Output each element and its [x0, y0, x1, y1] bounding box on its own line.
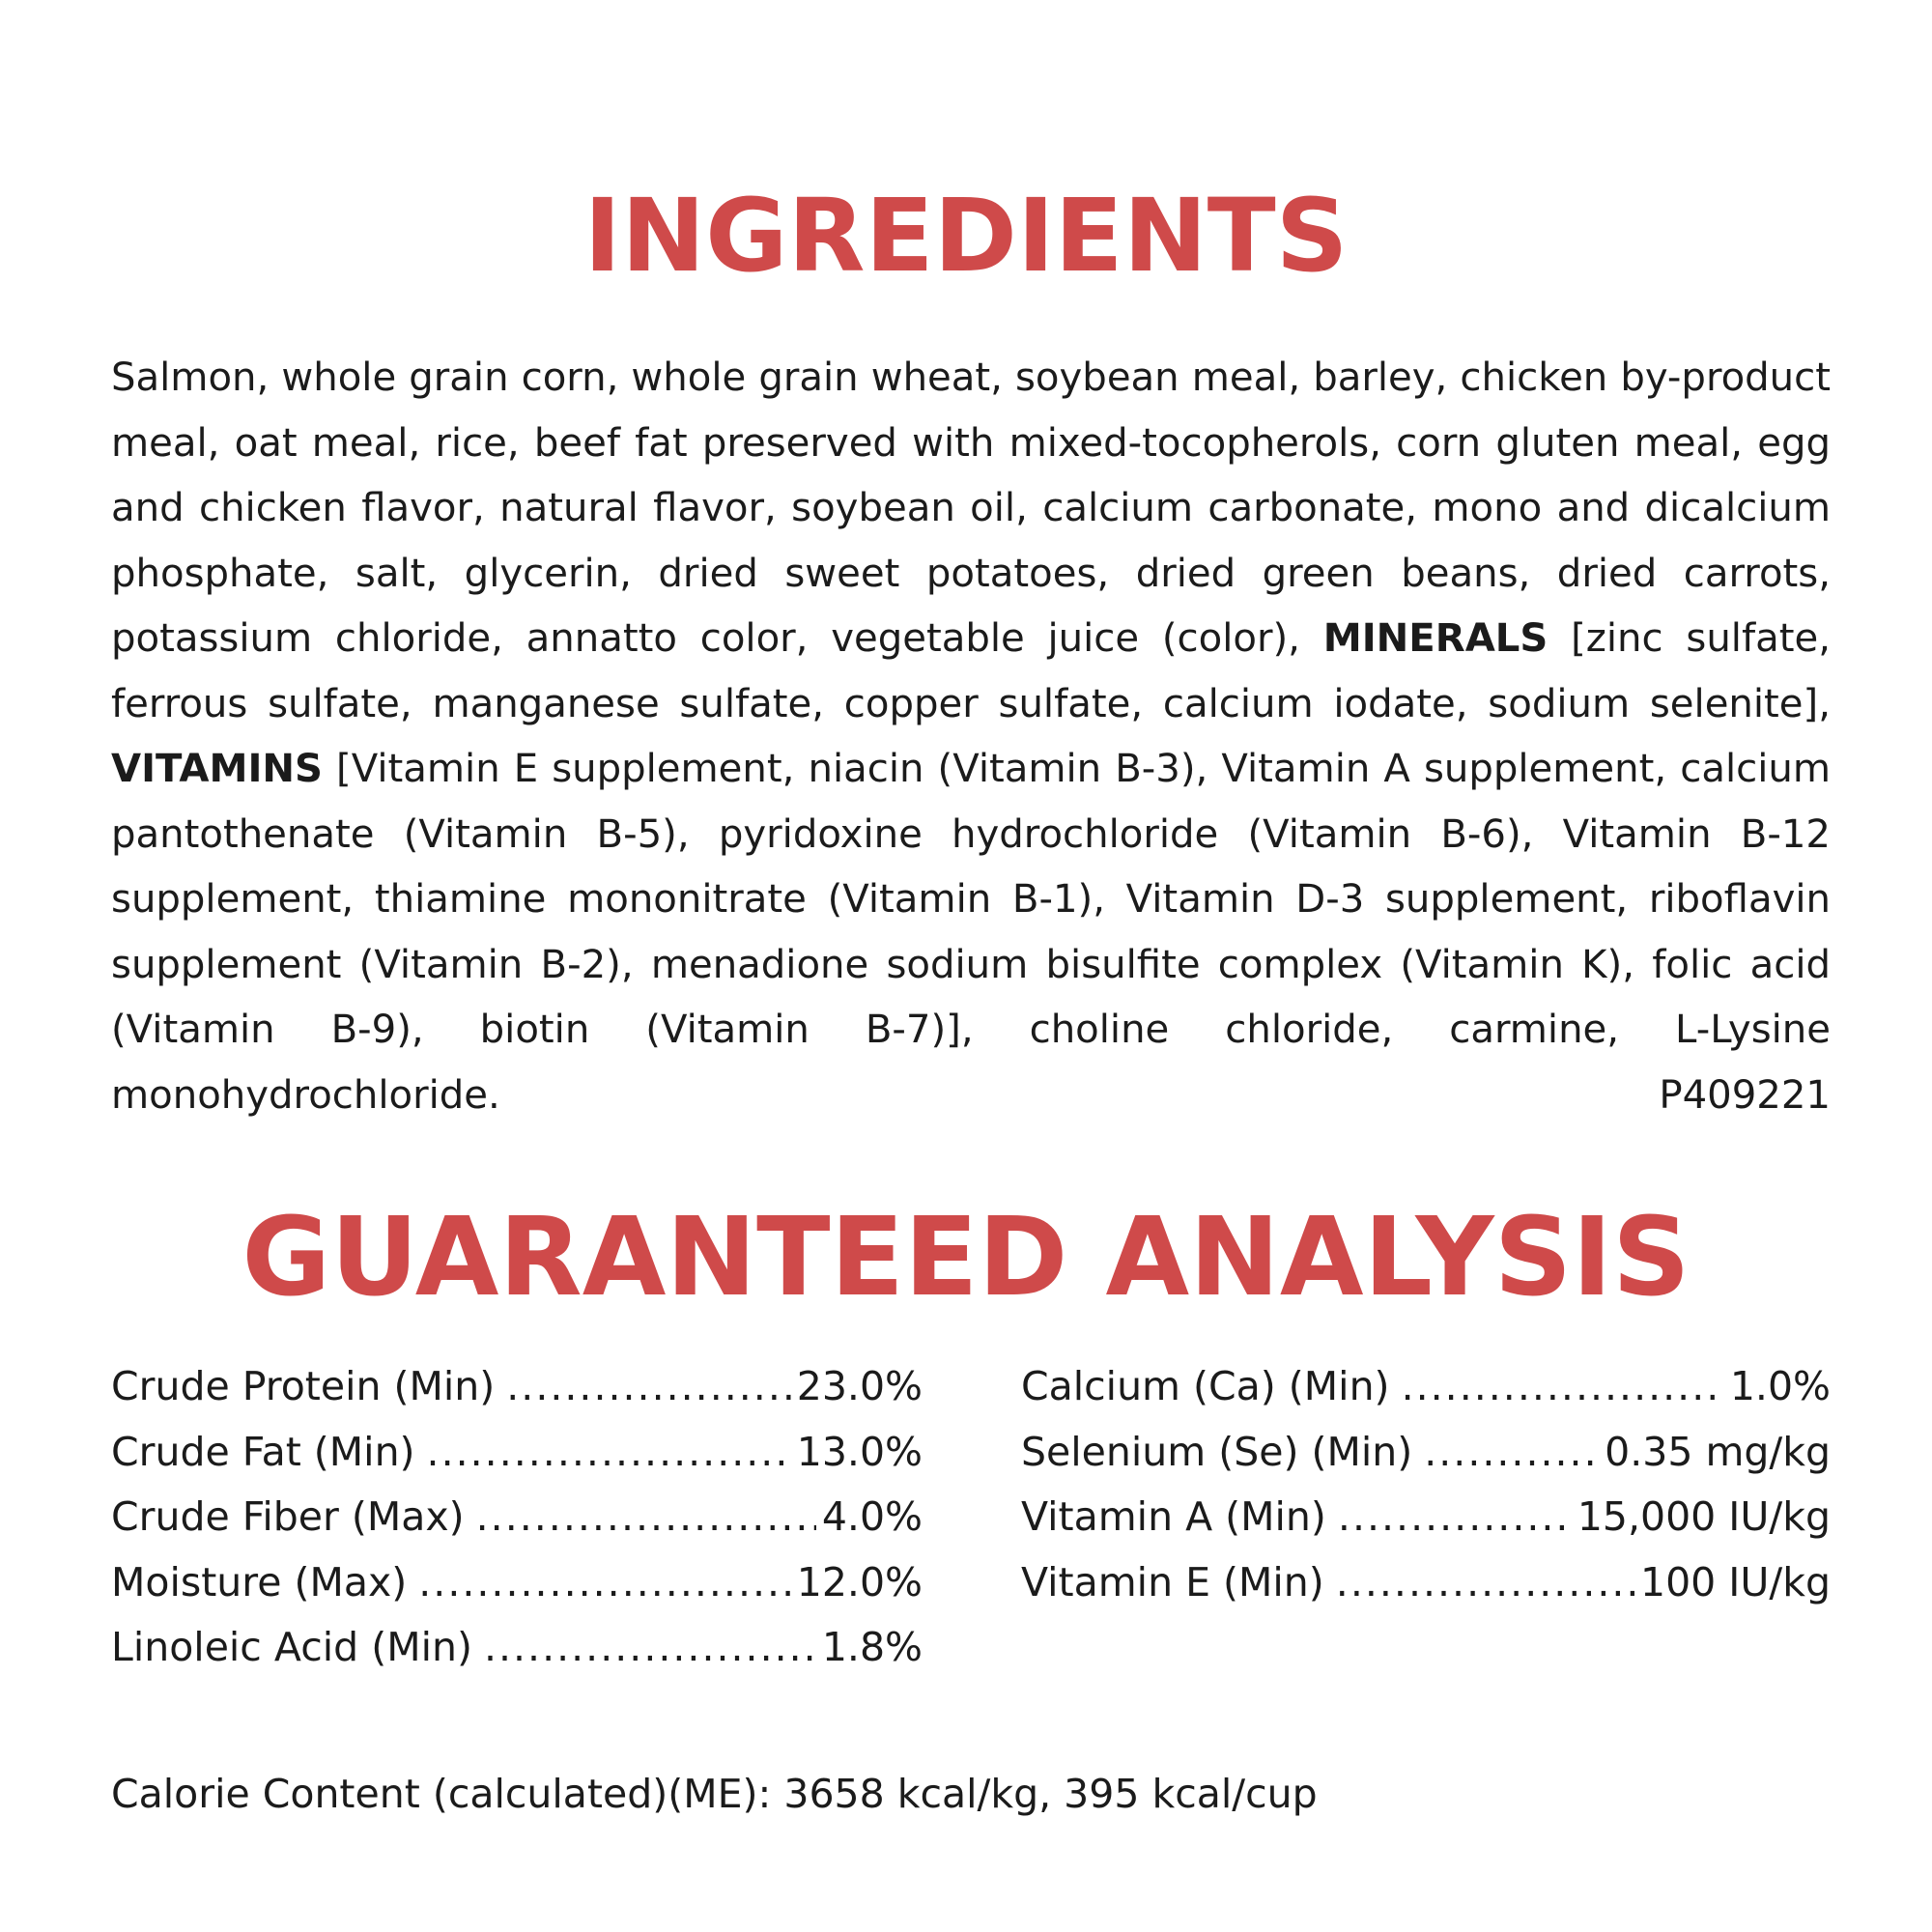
- analysis-value: 15,000 IU/kg: [1577, 1493, 1831, 1540]
- dot-leader: [1424, 1420, 1599, 1486]
- dot-leader: [418, 1550, 791, 1616]
- minerals-text: [zinc sulfate, ferrous sulfate, manganese sulfate, copper sulfate, calcium iodate, sodium selenite],: [111, 616, 1831, 726]
- analysis-label: Calcium (Ca) (Min): [1021, 1363, 1390, 1409]
- analysis-row: [1021, 1354, 1831, 1420]
- ingredients-text-part1: Salmon, whole grain corn, whole grain wheat, soybean meal, barley, chicken by-product meal, oat meal, rice, beef fat preserved with mixed-tocopherols, corn gluten meal, egg and chicken flavor, natural flavor, soybean oil, calcium carbonate, mono and dicalcium phosphate, salt, glycerin, dried sweet potatoes, dried green beans, dried carrots, potassium chloride, annatto color, vegetable juice (color),: [111, 355, 1831, 661]
- minerals-label: MINERALS: [1322, 616, 1548, 661]
- analysis-row: [1021, 1420, 1831, 1486]
- analysis-left-column: [111, 1354, 923, 1681]
- ingredients-list: [111, 346, 1831, 1128]
- analysis-label: Crude Fat (Min): [111, 1428, 415, 1475]
- dot-leader: [1336, 1550, 1634, 1616]
- analysis-row: [111, 1485, 923, 1550]
- analysis-value: 4.0%: [821, 1493, 923, 1540]
- analysis-value: 0.35 mg/kg: [1605, 1428, 1831, 1475]
- vitamins-label: VITAMINS: [111, 747, 323, 791]
- analysis-label: Linoleic Acid (Min): [111, 1624, 472, 1670]
- ingredients-heading: INGREDIENTS: [583, 177, 1349, 295]
- analysis-label: Crude Fiber (Max): [111, 1493, 465, 1540]
- vitamins-text: [Vitamin E supplement, niacin (Vitamin B-3), Vitamin A supplement, calcium pantothenate (Vitamin B-5), pyridoxine hydrochloride (Vitamin B-6), Vitamin B-12 supplement, thiamine mononitrate (Vitamin B-1), Vitamin D-3 supplement, riboflavin supplement (Vitamin B-2), menadione sodium bisulfite complex (Vitamin K), folic acid (Vitamin B-9), biotin (Vitamin B-7)], choline chloride, carmine, L-Lysine monohydrochloride.: [111, 747, 1831, 1118]
- dot-leader: [427, 1420, 791, 1486]
- dot-leader: [484, 1615, 816, 1681]
- analysis-label: Selenium (Se) (Min): [1021, 1428, 1413, 1475]
- dot-leader: [1402, 1354, 1724, 1420]
- analysis-label: Vitamin A (Min): [1021, 1493, 1326, 1540]
- product-code: P409221: [1659, 1072, 1831, 1118]
- analysis-label: Moisture (Max): [111, 1558, 408, 1605]
- dot-leader: [476, 1485, 816, 1550]
- analysis-label: Vitamin E (Min): [1021, 1558, 1324, 1605]
- analysis-row: [1021, 1485, 1831, 1550]
- dot-leader: [506, 1354, 791, 1420]
- calorie-content: Calorie Content (calculated)(ME): 3658 kcal/kg, 395 kcal/cup: [111, 1771, 1318, 1817]
- analysis-value: 1.8%: [821, 1624, 923, 1670]
- analysis-heading: GUARANTEED ANALYSIS: [242, 1195, 1690, 1321]
- analysis-value: 23.0%: [796, 1363, 923, 1409]
- analysis-row: [111, 1615, 923, 1681]
- analysis-right-column: [1021, 1354, 1831, 1615]
- analysis-row: [111, 1550, 923, 1616]
- analysis-value: 12.0%: [796, 1558, 923, 1605]
- analysis-value: 100 IU/kg: [1640, 1558, 1831, 1605]
- analysis-value: 13.0%: [796, 1428, 923, 1475]
- analysis-row: [111, 1354, 923, 1420]
- analysis-label: Crude Protein (Min): [111, 1363, 496, 1409]
- analysis-row: [1021, 1550, 1831, 1616]
- analysis-value: 1.0%: [1729, 1363, 1831, 1409]
- dot-leader: [1338, 1485, 1572, 1550]
- analysis-row: [111, 1420, 923, 1486]
